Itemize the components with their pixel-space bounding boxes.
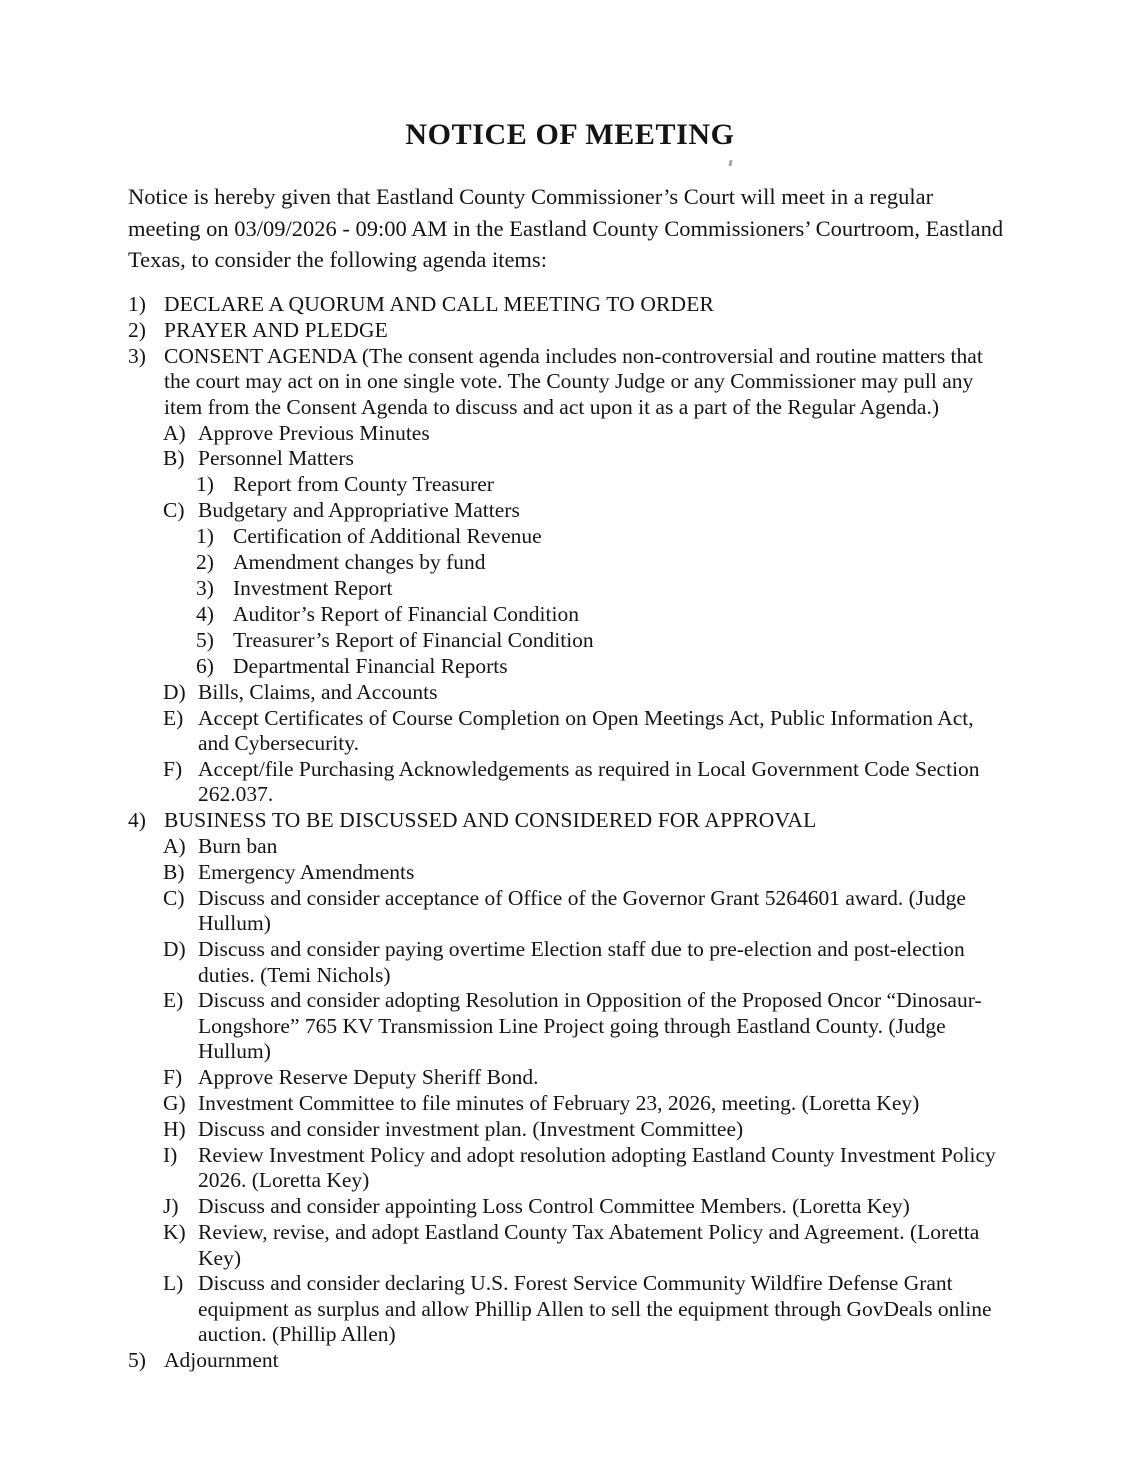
agenda-item-text: Review, revise, and adopt Eastland County Tax Abatement Policy and Agreement. (Loretta Key): [198, 1220, 980, 1270]
agenda-item-text: Approve Previous Minutes: [198, 420, 430, 445]
agenda-item: [0, 550, 1140, 575]
agenda-item-marker: J): [163, 1194, 179, 1219]
agenda-item-marker: D): [163, 937, 186, 962]
agenda-item-text: Approve Reserve Deputy Sheriff Bond.: [198, 1065, 539, 1090]
agenda-item: [0, 446, 1140, 471]
agenda-item: [0, 344, 1140, 420]
agenda-item-text: Discuss and consider declaring U.S. Forest Service Community Wildfire Defense Grant equipment as surplus and allow Phillip Allen to sell the equipment through GovDeals online auction. (Phillip Allen): [198, 1271, 992, 1347]
agenda-item: [0, 1091, 1140, 1116]
agenda-item-text: Investment Report: [233, 575, 393, 600]
agenda-item-marker: A): [163, 834, 186, 859]
agenda-item-marker: E): [163, 705, 184, 730]
scan-speck-artifact: [728, 160, 732, 166]
agenda-item: [0, 680, 1140, 705]
agenda-item: [0, 988, 1140, 1064]
agenda-item: [0, 421, 1140, 446]
agenda-item: [0, 1271, 1140, 1347]
agenda-item-text: Discuss and consider investment plan. (Investment Committee): [198, 1117, 744, 1141]
agenda-item-text: Adjournment: [164, 1348, 279, 1373]
agenda-item-text: Accept Certificates of Course Completion on Open Meetings Act, Public Information Act, and Cybersecurity.: [198, 705, 974, 755]
agenda-item: [0, 576, 1140, 601]
agenda-item-text: Treasurer’s Report of Financial Condition: [233, 627, 594, 652]
agenda-item-text: Bills, Claims, and Accounts: [198, 679, 438, 704]
agenda-item-text: DECLARE A QUORUM AND CALL MEETING TO ORDER: [164, 292, 714, 316]
agenda-item: [0, 628, 1140, 653]
agenda-item-marker: I): [163, 1142, 178, 1167]
agenda-item-marker: 1): [128, 292, 146, 316]
agenda-item-text: Accept/file Purchasing Acknowledgements as required in Local Government Code Section 262.037.: [198, 756, 980, 807]
meeting-notice-paragraph: Notice is hereby given that Eastland County Commissioner’s Court will meet in a regular meeting on 03/09/2026 - 09:00 AM in the Eastland County Commissioners’ Courtroom, Eastland Texas, to consider the following agenda items:: [128, 184, 1004, 272]
agenda-item-marker: C): [163, 885, 185, 910]
agenda-item: [0, 706, 1140, 757]
agenda-item-text: Auditor’s Report of Financial Condition: [233, 601, 579, 626]
agenda-item-marker: G): [163, 1091, 186, 1116]
agenda-item-marker: L): [163, 1271, 184, 1296]
agenda-item-text: Investment Committee to file minutes of February 23, 2026, meeting. (Loretta Key): [198, 1091, 920, 1116]
agenda-item: [0, 808, 1140, 833]
agenda-item-marker: C): [163, 498, 185, 523]
agenda-item-text: Amendment changes by fund: [233, 550, 486, 575]
agenda-item: [0, 498, 1140, 523]
agenda-item-marker: E): [163, 988, 184, 1013]
agenda-item-text: Discuss and consider adopting Resolution in Opposition of the Proposed Oncor “Dinosaur-Longshore” 765 KV Transmission Line Project going through Eastland County. (Judge Hullum): [198, 988, 982, 1064]
agenda-item-marker: A): [163, 420, 186, 445]
agenda-item-marker: H): [163, 1117, 186, 1141]
agenda-item: [0, 1143, 1140, 1194]
agenda-item-marker: 3): [128, 343, 146, 368]
agenda-item-text: Budgetary and Appropriative Matters: [198, 498, 520, 523]
page-title: NOTICE OF MEETING: [405, 118, 735, 151]
agenda-item: [0, 1220, 1140, 1271]
agenda-item-marker: K): [163, 1220, 186, 1245]
agenda-item-marker: B): [163, 859, 185, 884]
agenda-item-marker: 2): [128, 317, 146, 342]
agenda-item-marker: 4): [128, 808, 146, 833]
agenda-item-text: Emergency Amendments: [198, 859, 415, 884]
agenda-item: [0, 318, 1140, 343]
agenda-item: [0, 886, 1140, 937]
agenda-item: [0, 834, 1140, 859]
agenda-item-marker: 2): [196, 550, 214, 575]
agenda-item: [0, 757, 1140, 808]
agenda-item: [0, 472, 1140, 497]
agenda-item-marker: B): [163, 446, 185, 471]
agenda-item: [0, 654, 1140, 679]
agenda-item-text: Personnel Matters: [198, 446, 354, 471]
agenda-item: [0, 1194, 1140, 1219]
agenda-item-marker: D): [163, 679, 186, 704]
agenda-item-text: Discuss and consider appointing Loss Control Committee Members. (Loretta Key): [198, 1194, 910, 1219]
agenda-item-text: BUSINESS TO BE DISCUSSED AND CONSIDERED FOR APPROVAL: [164, 808, 817, 833]
agenda-item-marker: 5): [128, 1348, 146, 1373]
agenda-item: [0, 1117, 1140, 1142]
agenda-item-marker: 6): [196, 653, 214, 678]
agenda-item: [0, 292, 1140, 317]
agenda-item-marker: 1): [196, 472, 214, 497]
agenda-item-marker: 3): [196, 575, 214, 600]
agenda-item: [0, 1065, 1140, 1090]
agenda-item: [0, 937, 1140, 988]
agenda-item-text: Report from County Treasurer: [233, 472, 494, 497]
agenda-item-text: Burn ban: [198, 834, 278, 859]
agenda-item-text: Certification of Additional Revenue: [233, 524, 542, 549]
agenda-item-text: Departmental Financial Reports: [233, 653, 508, 678]
agenda-item: [0, 602, 1140, 627]
agenda-item: [0, 860, 1140, 885]
agenda-item-marker: 5): [196, 627, 214, 652]
agenda-item-text: Discuss and consider acceptance of Office of the Governor Grant 5264601 award. (Judge Hullum): [198, 885, 966, 936]
agenda-list: [0, 292, 1140, 1374]
agenda-item-text: Review Investment Policy and adopt resolution adopting Eastland County Investment Policy 2026. (Loretta Key): [198, 1142, 996, 1193]
agenda-item-text: CONSENT AGENDA (The consent agenda includes non-controversial and routine matters that the court may act on in one single vote. The County Judge or any Commissioner may pull any item from the Consent Agenda to discuss and act upon it as a part of the Regular Agenda.): [164, 343, 983, 419]
agenda-item-marker: F): [163, 1065, 183, 1090]
agenda-item-marker: 4): [196, 601, 214, 626]
agenda-item: [0, 524, 1140, 549]
agenda-item-marker: F): [163, 756, 183, 781]
agenda-item-marker: 1): [196, 524, 214, 549]
agenda-item-text: Discuss and consider paying overtime Election staff due to pre-election and post-election duties. (Temi Nichols): [198, 937, 965, 987]
agenda-item: [0, 1348, 1140, 1373]
agenda-item-text: PRAYER AND PLEDGE: [164, 317, 388, 342]
